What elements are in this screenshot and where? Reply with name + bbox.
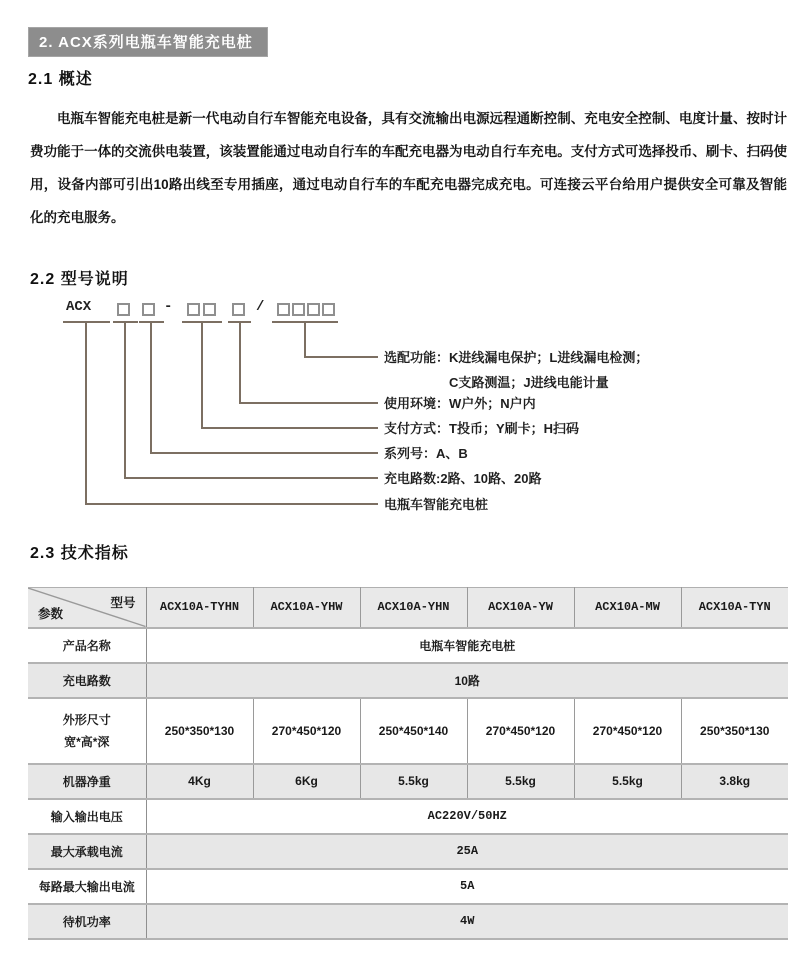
overview-paragraph: 电瓶车智能充电桩是新一代电动自行车智能充电设备，具有交流输出电源远程通断控制、充电安全控制、电度计量、按时计费功能于一体的交流供电装置，该装置能通过电动自行车的车配充电器为电动自行车充电。支付方式可选择投币、刷卡、扫码使用，设备内部可引出10路出线至专用插座，通过电动自行车的车配充电器完成充电。可连接云平台给用户提供安全可靠及智能化的充电服务。 — [30, 111, 787, 225]
spec-row-per-circuit-current — [28, 869, 788, 904]
spec-row-max-current — [28, 834, 788, 869]
model-slash-text: / — [256, 299, 265, 315]
diagram-connector-line — [124, 321, 126, 477]
label-product-name: 电瓶车智能充电桩 — [384, 497, 489, 512]
label-series: 系列号：A、B — [384, 446, 468, 461]
diagram-connector-line — [239, 402, 378, 404]
spec-header-row — [28, 588, 788, 628]
label-environment: 使用环境：W户外；N户内 — [384, 396, 536, 411]
spec-row-standby-power — [28, 904, 788, 939]
model-code-box — [277, 303, 290, 316]
specs-heading: 2.3 技术指标 — [30, 545, 129, 562]
overview-heading: 2.1 概述 — [28, 71, 93, 88]
diagram-connector-line — [304, 321, 306, 356]
model-column-header: ACX10A-MW — [574, 588, 681, 628]
spec-value-cell: AC220V/50HZ — [427, 809, 507, 823]
spec-label-cell: 机器净重 — [28, 764, 146, 799]
model-code-box — [187, 303, 200, 316]
model-column-header: ACX10A-YHW — [253, 588, 360, 628]
model-code-box — [307, 303, 320, 316]
label-payment: 支付方式：T投币；Y刷卡；H扫码 — [384, 421, 580, 436]
spec-label-cell: 充电路数 — [28, 663, 146, 698]
spec-row-circuit-count — [28, 663, 788, 698]
model-column-header: ACX10A-TYN — [681, 588, 788, 628]
corner-cell — [28, 588, 146, 628]
model-code-box — [142, 303, 155, 316]
spec-label-cell: 最大承载电流 — [28, 834, 146, 869]
spec-value-cell: 3.8kg — [681, 764, 788, 799]
diagram-connector-line — [239, 321, 241, 402]
diagram-connector-line — [150, 452, 378, 454]
spec-label-cell: 每路最大输出电流 — [28, 869, 146, 904]
spec-value-cell: 270*450*120 — [574, 698, 681, 764]
spec-row-net-weight — [28, 764, 788, 799]
diagram-connector-line — [201, 321, 203, 427]
spec-value-cell: 5A — [460, 879, 475, 893]
model-prefix-text: ACX — [66, 299, 92, 315]
spec-value-cell: 250*350*130 — [164, 723, 235, 738]
model-column-header: ACX10A-YW — [467, 588, 574, 628]
diagram-connector-line — [201, 427, 378, 429]
spec-value-cell: 5.5kg — [574, 764, 681, 799]
label-option-function-line2: C支路测温；J进线电能计量 — [449, 375, 609, 390]
diagram-connector-line — [124, 477, 378, 479]
spec-value-cell: 270*450*120 — [253, 698, 360, 764]
spec-value-cell: 5.5kg — [467, 764, 574, 799]
spec-label-cell: 输入输出电压 — [28, 799, 146, 834]
model-code-diagram — [0, 298, 800, 526]
spec-table — [28, 587, 788, 940]
label-option-function-line1: 选配功能：K进线漏电保护；L进线漏电检测； — [384, 350, 649, 365]
spec-row-product-name — [28, 628, 788, 663]
model-code-box — [203, 303, 216, 316]
diagram-connector-line — [85, 321, 87, 503]
spec-value-cell: 5.5kg — [360, 764, 467, 799]
spec-row-voltage — [28, 799, 788, 834]
diagram-connector-line — [85, 503, 378, 505]
spec-row-dimensions — [28, 698, 788, 764]
spec-value-cell: 4W — [146, 904, 788, 939]
diagram-connector-line — [304, 356, 378, 358]
spec-value-cell: 电瓶车智能充电桩 — [419, 638, 516, 653]
model-code-box — [292, 303, 305, 316]
section-title-bar: 2. ACX系列电瓶车智能充电桩 — [28, 27, 268, 57]
model-code-box — [117, 303, 130, 316]
model-column-header: ACX10A-TYHN — [146, 588, 253, 628]
model-column-header: ACX10A-YHN — [360, 588, 467, 628]
model-dash-text: - — [164, 299, 173, 315]
spec-value-cell: 270*450*120 — [467, 698, 574, 764]
model-code-box — [322, 303, 335, 316]
spec-label-line2: 宽*高*深 — [64, 734, 110, 749]
spec-value-cell: 250*450*140 — [360, 698, 467, 764]
spec-value-cell: 250*350*130 — [681, 698, 788, 764]
spec-value-cell: 10路 — [146, 663, 788, 698]
spec-value-cell: 25A — [146, 834, 788, 869]
spec-label-line1: 外形尺寸 — [62, 712, 111, 727]
spec-label-cell: 待机功率 — [28, 904, 146, 939]
model-heading: 2.2 型号说明 — [30, 271, 129, 288]
corner-label-param: 参数 — [38, 606, 64, 621]
diagram-connector-line — [150, 321, 152, 452]
spec-value-cell: 6Kg — [253, 764, 360, 799]
spec-label-cell: 产品名称 — [28, 628, 146, 663]
corner-label-model: 型号 — [110, 596, 136, 610]
spec-label-cell — [28, 698, 146, 764]
model-code-box — [232, 303, 245, 316]
spec-value-cell: 4Kg — [146, 764, 253, 799]
label-circuits: 充电路数:2路、10路、20路 — [384, 471, 542, 486]
